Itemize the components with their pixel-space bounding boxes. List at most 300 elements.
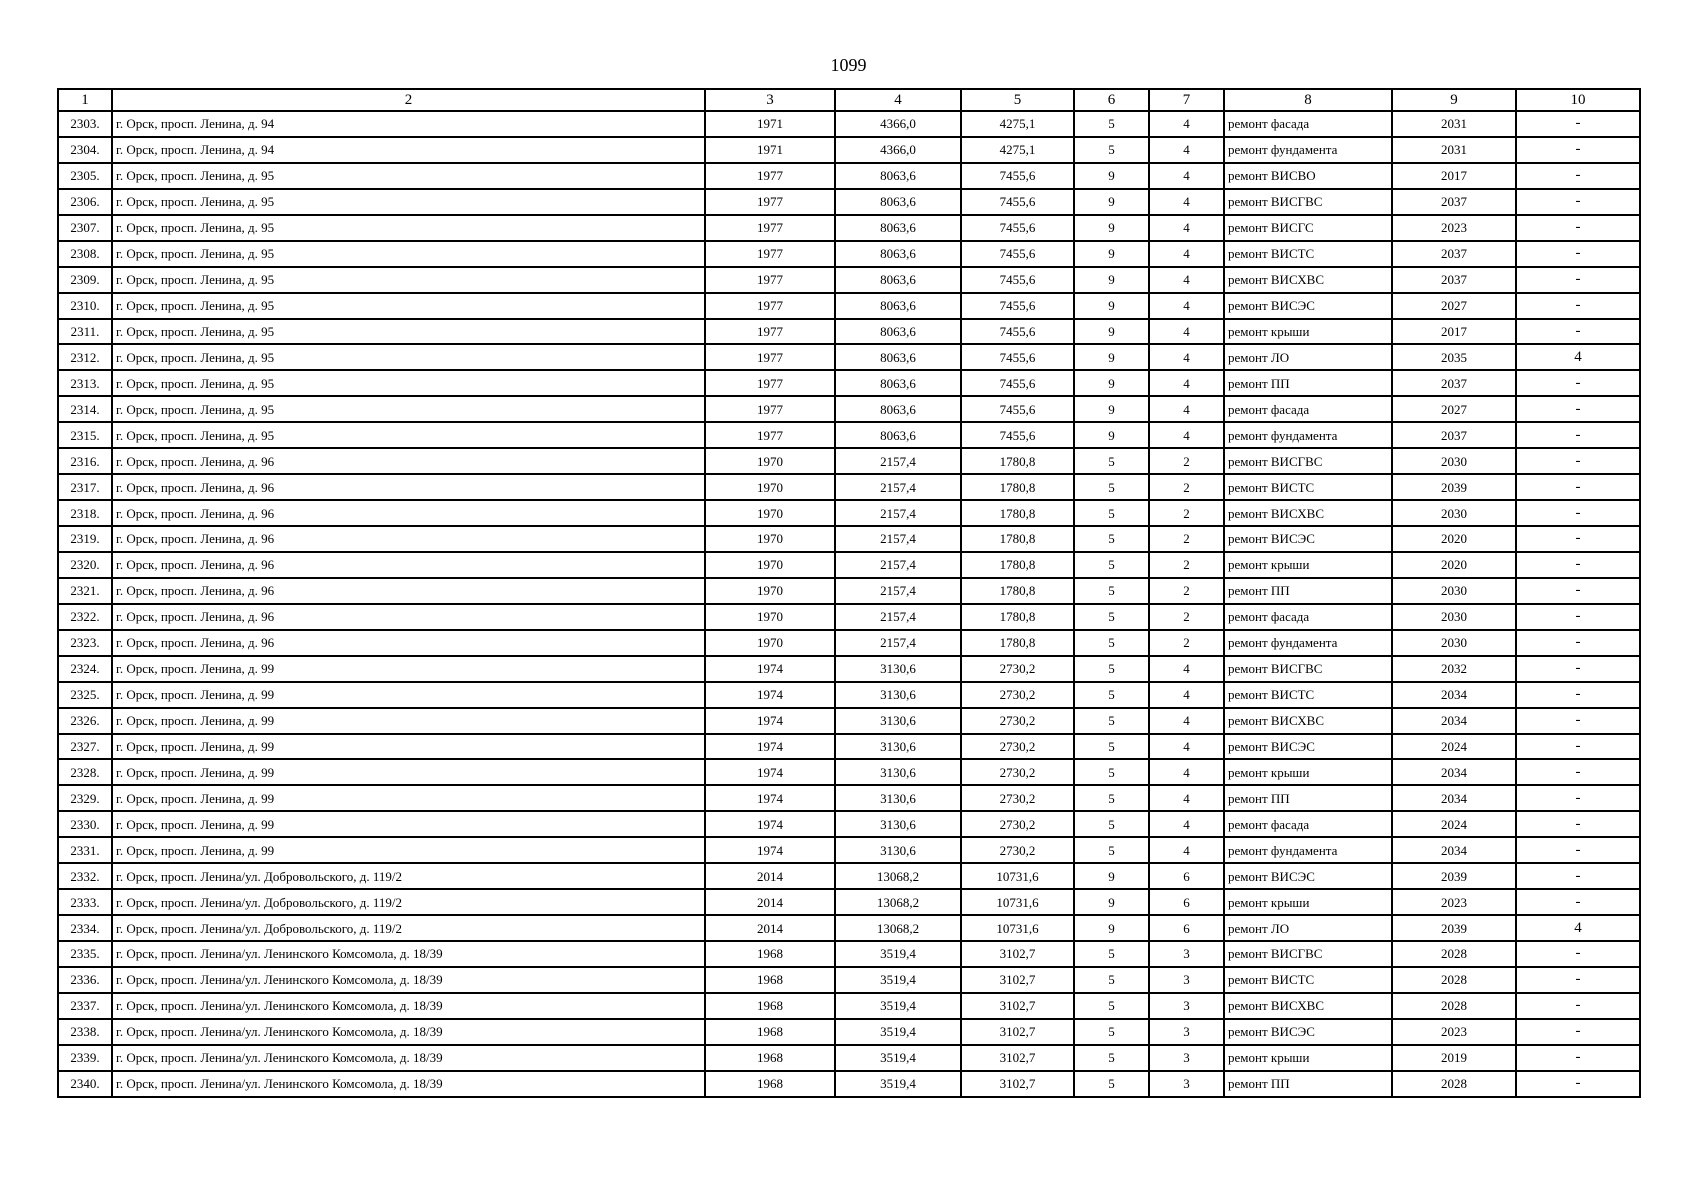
planned-year-cell: 2039 — [1392, 474, 1516, 500]
floors-cell: 9 — [1074, 422, 1149, 448]
column-header: 6 — [1074, 89, 1149, 111]
work-type-cell: ремонт крыши — [1224, 552, 1392, 578]
address-cell: г. Орск, просп. Ленина, д. 96 — [112, 474, 705, 500]
total-area-cell: 8063,6 — [835, 215, 961, 241]
year-built-cell: 1970 — [705, 526, 835, 552]
living-area-cell: 7455,6 — [961, 215, 1074, 241]
row-number-cell: 2310. — [58, 293, 112, 319]
table-row — [58, 319, 1640, 345]
planned-year-cell: 2023 — [1392, 215, 1516, 241]
living-area-cell: 7455,6 — [961, 319, 1074, 345]
living-area-cell: 2730,2 — [961, 682, 1074, 708]
col10-value-cell: - — [1516, 759, 1640, 785]
entrances-cell: 4 — [1149, 422, 1224, 448]
address-cell: г. Орск, просп. Ленина, д. 95 — [112, 267, 705, 293]
work-type-cell: ремонт ВИСЭС — [1224, 526, 1392, 552]
entrances-cell: 2 — [1149, 474, 1224, 500]
row-number-cell: 2325. — [58, 682, 112, 708]
floors-cell: 5 — [1074, 604, 1149, 630]
living-area-cell: 2730,2 — [961, 811, 1074, 837]
address-cell: г. Орск, просп. Ленина/ул. Ленинского Комсомола, д. 18/39 — [112, 993, 705, 1019]
work-type-cell: ремонт ВИСТС — [1224, 682, 1392, 708]
year-built-cell: 1970 — [705, 552, 835, 578]
year-built-cell: 1974 — [705, 837, 835, 863]
col10-value-cell: - — [1516, 137, 1640, 163]
floors-cell: 5 — [1074, 941, 1149, 967]
table-row — [58, 837, 1640, 863]
table-row — [58, 967, 1640, 993]
floors-cell: 5 — [1074, 137, 1149, 163]
living-area-cell: 7455,6 — [961, 422, 1074, 448]
table-row — [58, 137, 1640, 163]
total-area-cell: 4366,0 — [835, 137, 961, 163]
col10-value-cell: - — [1516, 604, 1640, 630]
work-type-cell: ремонт крыши — [1224, 319, 1392, 345]
col10-value-cell: - — [1516, 111, 1640, 137]
year-built-cell: 1970 — [705, 630, 835, 656]
row-number-cell: 2338. — [58, 1019, 112, 1045]
total-area-cell: 2157,4 — [835, 578, 961, 604]
floors-cell: 5 — [1074, 578, 1149, 604]
address-cell: г. Орск, просп. Ленина, д. 99 — [112, 682, 705, 708]
table-row — [58, 1071, 1640, 1097]
table-row — [58, 1019, 1640, 1045]
col10-value-cell: - — [1516, 189, 1640, 215]
address-cell: г. Орск, просп. Ленина, д. 95 — [112, 344, 705, 370]
planned-year-cell: 2028 — [1392, 993, 1516, 1019]
row-number-cell: 2337. — [58, 993, 112, 1019]
work-type-cell: ремонт ВИСХВС — [1224, 500, 1392, 526]
planned-year-cell: 2020 — [1392, 526, 1516, 552]
year-built-cell: 1977 — [705, 319, 835, 345]
year-built-cell: 1977 — [705, 215, 835, 241]
planned-year-cell: 2039 — [1392, 863, 1516, 889]
address-cell: г. Орск, просп. Ленина/ул. Ленинского Комсомола, д. 18/39 — [112, 941, 705, 967]
total-area-cell: 3130,6 — [835, 656, 961, 682]
col10-value-cell: - — [1516, 889, 1640, 915]
total-area-cell: 2157,4 — [835, 552, 961, 578]
entrances-cell: 4 — [1149, 189, 1224, 215]
entrances-cell: 4 — [1149, 215, 1224, 241]
work-type-cell: ремонт фундамента — [1224, 630, 1392, 656]
total-area-cell: 2157,4 — [835, 474, 961, 500]
work-type-cell: ремонт ВИСЭС — [1224, 1019, 1392, 1045]
entrances-cell: 4 — [1149, 785, 1224, 811]
living-area-cell: 2730,2 — [961, 656, 1074, 682]
entrances-cell: 4 — [1149, 344, 1224, 370]
col10-value-cell: - — [1516, 863, 1640, 889]
entrances-cell: 4 — [1149, 293, 1224, 319]
total-area-cell: 3130,6 — [835, 837, 961, 863]
row-number-cell: 2340. — [58, 1071, 112, 1097]
living-area-cell: 2730,2 — [961, 708, 1074, 734]
col10-value-cell: - — [1516, 448, 1640, 474]
work-type-cell: ремонт ВИСТС — [1224, 241, 1392, 267]
work-type-cell: ремонт ВИСХВС — [1224, 708, 1392, 734]
table-row — [58, 448, 1640, 474]
row-number-cell: 2306. — [58, 189, 112, 215]
year-built-cell: 1974 — [705, 682, 835, 708]
floors-cell: 5 — [1074, 656, 1149, 682]
work-type-cell: ремонт ВИСГВС — [1224, 189, 1392, 215]
table-row — [58, 552, 1640, 578]
address-cell: г. Орск, просп. Ленина, д. 95 — [112, 215, 705, 241]
floors-cell: 5 — [1074, 630, 1149, 656]
col10-value-cell: - — [1516, 396, 1640, 422]
floors-cell: 5 — [1074, 1019, 1149, 1045]
living-area-cell: 7455,6 — [961, 163, 1074, 189]
column-header: 9 — [1392, 89, 1516, 111]
floors-cell: 5 — [1074, 500, 1149, 526]
entrances-cell: 3 — [1149, 1045, 1224, 1071]
table-row — [58, 915, 1640, 941]
planned-year-cell: 2030 — [1392, 604, 1516, 630]
work-type-cell: ремонт ЛО — [1224, 344, 1392, 370]
table-row — [58, 293, 1640, 319]
total-area-cell: 3130,6 — [835, 811, 961, 837]
planned-year-cell: 2039 — [1392, 915, 1516, 941]
address-cell: г. Орск, просп. Ленина, д. 96 — [112, 604, 705, 630]
address-cell: г. Орск, просп. Ленина, д. 95 — [112, 396, 705, 422]
living-area-cell: 3102,7 — [961, 1019, 1074, 1045]
planned-year-cell: 2031 — [1392, 111, 1516, 137]
year-built-cell: 1970 — [705, 448, 835, 474]
floors-cell: 9 — [1074, 293, 1149, 319]
address-cell: г. Орск, просп. Ленина/ул. Ленинского Комсомола, д. 18/39 — [112, 1045, 705, 1071]
col10-value-cell: - — [1516, 682, 1640, 708]
floors-cell: 9 — [1074, 344, 1149, 370]
work-type-cell: ремонт ВИСГВС — [1224, 656, 1392, 682]
total-area-cell: 3519,4 — [835, 1019, 961, 1045]
entrances-cell: 2 — [1149, 604, 1224, 630]
address-cell: г. Орск, просп. Ленина, д. 96 — [112, 448, 705, 474]
entrances-cell: 4 — [1149, 137, 1224, 163]
living-area-cell: 10731,6 — [961, 915, 1074, 941]
col10-value-cell: - — [1516, 422, 1640, 448]
row-number-cell: 2320. — [58, 552, 112, 578]
row-number-cell: 2326. — [58, 708, 112, 734]
work-type-cell: ремонт ВИСТС — [1224, 967, 1392, 993]
floors-cell: 9 — [1074, 241, 1149, 267]
living-area-cell: 10731,6 — [961, 889, 1074, 915]
work-type-cell: ремонт крыши — [1224, 889, 1392, 915]
living-area-cell: 1780,8 — [961, 500, 1074, 526]
total-area-cell: 3130,6 — [835, 785, 961, 811]
year-built-cell: 1968 — [705, 1071, 835, 1097]
floors-cell: 5 — [1074, 785, 1149, 811]
row-number-cell: 2309. — [58, 267, 112, 293]
address-cell: г. Орск, просп. Ленина, д. 99 — [112, 656, 705, 682]
row-number-cell: 2330. — [58, 811, 112, 837]
address-cell: г. Орск, просп. Ленина/ул. Добровольского, д. 119/2 — [112, 889, 705, 915]
planned-year-cell: 2031 — [1392, 137, 1516, 163]
row-number-cell: 2318. — [58, 500, 112, 526]
col10-value-cell: - — [1516, 215, 1640, 241]
year-built-cell: 1968 — [705, 993, 835, 1019]
floors-cell: 9 — [1074, 915, 1149, 941]
row-number-cell: 2339. — [58, 1045, 112, 1071]
entrances-cell: 4 — [1149, 163, 1224, 189]
address-cell: г. Орск, просп. Ленина, д. 95 — [112, 422, 705, 448]
living-area-cell: 1780,8 — [961, 448, 1074, 474]
year-built-cell: 1977 — [705, 163, 835, 189]
year-built-cell: 1974 — [705, 811, 835, 837]
work-type-cell: ремонт крыши — [1224, 1045, 1392, 1071]
planned-year-cell: 2032 — [1392, 656, 1516, 682]
floors-cell: 5 — [1074, 967, 1149, 993]
year-built-cell: 1971 — [705, 111, 835, 137]
table-row — [58, 396, 1640, 422]
row-number-cell: 2304. — [58, 137, 112, 163]
living-area-cell: 2730,2 — [961, 734, 1074, 760]
work-type-cell: ремонт ПП — [1224, 785, 1392, 811]
row-number-cell: 2312. — [58, 344, 112, 370]
floors-cell: 9 — [1074, 215, 1149, 241]
floors-cell: 5 — [1074, 552, 1149, 578]
total-area-cell: 3130,6 — [835, 708, 961, 734]
floors-cell: 5 — [1074, 1071, 1149, 1097]
year-built-cell: 1968 — [705, 967, 835, 993]
address-cell: г. Орск, просп. Ленина/ул. Ленинского Комсомола, д. 18/39 — [112, 1071, 705, 1097]
address-cell: г. Орск, просп. Ленина/ул. Ленинского Комсомола, д. 18/39 — [112, 967, 705, 993]
planned-year-cell: 2024 — [1392, 811, 1516, 837]
planned-year-cell: 2037 — [1392, 267, 1516, 293]
address-cell: г. Орск, просп. Ленина, д. 94 — [112, 111, 705, 137]
work-type-cell: ремонт ВИСГВС — [1224, 448, 1392, 474]
work-type-cell: ремонт ВИСЭС — [1224, 293, 1392, 319]
year-built-cell: 1974 — [705, 734, 835, 760]
planned-year-cell: 2030 — [1392, 448, 1516, 474]
year-built-cell: 1977 — [705, 293, 835, 319]
living-area-cell: 4275,1 — [961, 137, 1074, 163]
entrances-cell: 4 — [1149, 370, 1224, 396]
living-area-cell: 4275,1 — [961, 111, 1074, 137]
registry-table — [57, 88, 1641, 1098]
floors-cell: 9 — [1074, 863, 1149, 889]
work-type-cell: ремонт ПП — [1224, 370, 1392, 396]
planned-year-cell: 2034 — [1392, 759, 1516, 785]
floors-cell: 5 — [1074, 682, 1149, 708]
total-area-cell: 3519,4 — [835, 941, 961, 967]
page-number: 1099 — [830, 55, 867, 75]
living-area-cell: 2730,2 — [961, 785, 1074, 811]
table-row — [58, 526, 1640, 552]
year-built-cell: 1968 — [705, 1045, 835, 1071]
total-area-cell: 8063,6 — [835, 267, 961, 293]
living-area-cell: 3102,7 — [961, 1071, 1074, 1097]
address-cell: г. Орск, просп. Ленина, д. 96 — [112, 500, 705, 526]
entrances-cell: 4 — [1149, 241, 1224, 267]
table-row — [58, 734, 1640, 760]
row-number-cell: 2328. — [58, 759, 112, 785]
column-header: 8 — [1224, 89, 1392, 111]
floors-cell: 5 — [1074, 111, 1149, 137]
row-number-cell: 2314. — [58, 396, 112, 422]
planned-year-cell: 2023 — [1392, 889, 1516, 915]
address-cell: г. Орск, просп. Ленина, д. 96 — [112, 526, 705, 552]
table-row — [58, 811, 1640, 837]
year-built-cell: 1970 — [705, 500, 835, 526]
address-cell: г. Орск, просп. Ленина/ул. Добровольского, д. 119/2 — [112, 915, 705, 941]
year-built-cell: 2014 — [705, 889, 835, 915]
total-area-cell: 13068,2 — [835, 889, 961, 915]
entrances-cell: 3 — [1149, 967, 1224, 993]
planned-year-cell: 2023 — [1392, 1019, 1516, 1045]
living-area-cell: 7455,6 — [961, 370, 1074, 396]
planned-year-cell: 2030 — [1392, 500, 1516, 526]
planned-year-cell: 2034 — [1392, 785, 1516, 811]
address-cell: г. Орск, просп. Ленина, д. 99 — [112, 811, 705, 837]
living-area-cell: 1780,8 — [961, 552, 1074, 578]
col10-value-cell: 4 — [1516, 915, 1640, 941]
entrances-cell: 4 — [1149, 837, 1224, 863]
floors-cell: 9 — [1074, 163, 1149, 189]
work-type-cell: ремонт крыши — [1224, 759, 1392, 785]
row-number-cell: 2319. — [58, 526, 112, 552]
work-type-cell: ремонт ВИСВО — [1224, 163, 1392, 189]
year-built-cell: 1968 — [705, 1019, 835, 1045]
table-row — [58, 630, 1640, 656]
total-area-cell: 8063,6 — [835, 370, 961, 396]
floors-cell: 5 — [1074, 526, 1149, 552]
row-number-cell: 2303. — [58, 111, 112, 137]
floors-cell: 9 — [1074, 370, 1149, 396]
table-body — [58, 111, 1640, 1097]
work-type-cell: ремонт фундамента — [1224, 837, 1392, 863]
total-area-cell: 2157,4 — [835, 526, 961, 552]
year-built-cell: 1971 — [705, 137, 835, 163]
total-area-cell: 8063,6 — [835, 319, 961, 345]
floors-cell: 5 — [1074, 1045, 1149, 1071]
planned-year-cell: 2017 — [1392, 163, 1516, 189]
year-built-cell: 1977 — [705, 344, 835, 370]
floors-cell: 5 — [1074, 837, 1149, 863]
total-area-cell: 8063,6 — [835, 293, 961, 319]
table-row — [58, 889, 1640, 915]
col10-value-cell: - — [1516, 474, 1640, 500]
col10-value-cell: - — [1516, 267, 1640, 293]
table-row — [58, 656, 1640, 682]
row-number-cell: 2329. — [58, 785, 112, 811]
year-built-cell: 1970 — [705, 578, 835, 604]
col10-value-cell: - — [1516, 370, 1640, 396]
planned-year-cell: 2017 — [1392, 319, 1516, 345]
planned-year-cell: 2030 — [1392, 578, 1516, 604]
year-built-cell: 1974 — [705, 759, 835, 785]
col10-value-cell: - — [1516, 1071, 1640, 1097]
address-cell: г. Орск, просп. Ленина, д. 96 — [112, 630, 705, 656]
column-header: 2 — [112, 89, 705, 111]
planned-year-cell: 2027 — [1392, 396, 1516, 422]
work-type-cell: ремонт фасада — [1224, 111, 1392, 137]
entrances-cell: 3 — [1149, 941, 1224, 967]
entrances-cell: 4 — [1149, 811, 1224, 837]
living-area-cell: 3102,7 — [961, 1045, 1074, 1071]
living-area-cell: 1780,8 — [961, 604, 1074, 630]
total-area-cell: 8063,6 — [835, 189, 961, 215]
planned-year-cell: 2037 — [1392, 422, 1516, 448]
floors-cell: 5 — [1074, 708, 1149, 734]
table-row — [58, 993, 1640, 1019]
column-header: 5 — [961, 89, 1074, 111]
table-row — [58, 578, 1640, 604]
row-number-cell: 2336. — [58, 967, 112, 993]
total-area-cell: 2157,4 — [835, 630, 961, 656]
work-type-cell: ремонт фасада — [1224, 811, 1392, 837]
address-cell: г. Орск, просп. Ленина, д. 96 — [112, 578, 705, 604]
address-cell: г. Орск, просп. Ленина, д. 99 — [112, 759, 705, 785]
year-built-cell: 1974 — [705, 785, 835, 811]
address-cell: г. Орск, просп. Ленина/ул. Добровольского, д. 119/2 — [112, 863, 705, 889]
col10-value-cell: - — [1516, 319, 1640, 345]
address-cell: г. Орск, просп. Ленина, д. 96 — [112, 552, 705, 578]
col10-value-cell: - — [1516, 552, 1640, 578]
living-area-cell: 1780,8 — [961, 474, 1074, 500]
work-type-cell: ремонт ВИСХВС — [1224, 993, 1392, 1019]
table-row — [58, 370, 1640, 396]
planned-year-cell: 2035 — [1392, 344, 1516, 370]
col10-value-cell: - — [1516, 1045, 1640, 1071]
planned-year-cell: 2024 — [1392, 734, 1516, 760]
work-type-cell: ремонт фундамента — [1224, 137, 1392, 163]
address-cell: г. Орск, просп. Ленина, д. 95 — [112, 163, 705, 189]
table-row — [58, 708, 1640, 734]
table-row — [58, 111, 1640, 137]
total-area-cell: 8063,6 — [835, 241, 961, 267]
table-row — [58, 682, 1640, 708]
entrances-cell: 3 — [1149, 1019, 1224, 1045]
entrances-cell: 3 — [1149, 993, 1224, 1019]
col10-value-cell: - — [1516, 630, 1640, 656]
total-area-cell: 8063,6 — [835, 163, 961, 189]
total-area-cell: 13068,2 — [835, 863, 961, 889]
address-cell: г. Орск, просп. Ленина, д. 94 — [112, 137, 705, 163]
planned-year-cell: 2030 — [1392, 630, 1516, 656]
address-cell: г. Орск, просп. Ленина, д. 95 — [112, 293, 705, 319]
row-number-cell: 2322. — [58, 604, 112, 630]
floors-cell: 5 — [1074, 734, 1149, 760]
year-built-cell: 1970 — [705, 604, 835, 630]
table-row — [58, 163, 1640, 189]
planned-year-cell: 2028 — [1392, 941, 1516, 967]
entrances-cell: 2 — [1149, 578, 1224, 604]
planned-year-cell: 2034 — [1392, 682, 1516, 708]
col10-value-cell: - — [1516, 967, 1640, 993]
floors-cell: 9 — [1074, 396, 1149, 422]
table-row — [58, 215, 1640, 241]
address-cell: г. Орск, просп. Ленина, д. 95 — [112, 370, 705, 396]
column-header: 4 — [835, 89, 961, 111]
header-row — [58, 89, 1640, 111]
row-number-cell: 2331. — [58, 837, 112, 863]
address-cell: г. Орск, просп. Ленина/ул. Ленинского Комсомола, д. 18/39 — [112, 1019, 705, 1045]
col10-value-cell: - — [1516, 785, 1640, 811]
row-number-cell: 2313. — [58, 370, 112, 396]
total-area-cell: 3519,4 — [835, 1045, 961, 1071]
planned-year-cell: 2037 — [1392, 370, 1516, 396]
total-area-cell: 13068,2 — [835, 915, 961, 941]
col10-value-cell: - — [1516, 578, 1640, 604]
total-area-cell: 8063,6 — [835, 422, 961, 448]
work-type-cell: ремонт ЛО — [1224, 915, 1392, 941]
work-type-cell: ремонт фасада — [1224, 396, 1392, 422]
total-area-cell: 3130,6 — [835, 759, 961, 785]
total-area-cell: 8063,6 — [835, 396, 961, 422]
living-area-cell: 7455,6 — [961, 241, 1074, 267]
work-type-cell: ремонт ПП — [1224, 578, 1392, 604]
col10-value-cell: - — [1516, 293, 1640, 319]
address-cell: г. Орск, просп. Ленина, д. 99 — [112, 785, 705, 811]
